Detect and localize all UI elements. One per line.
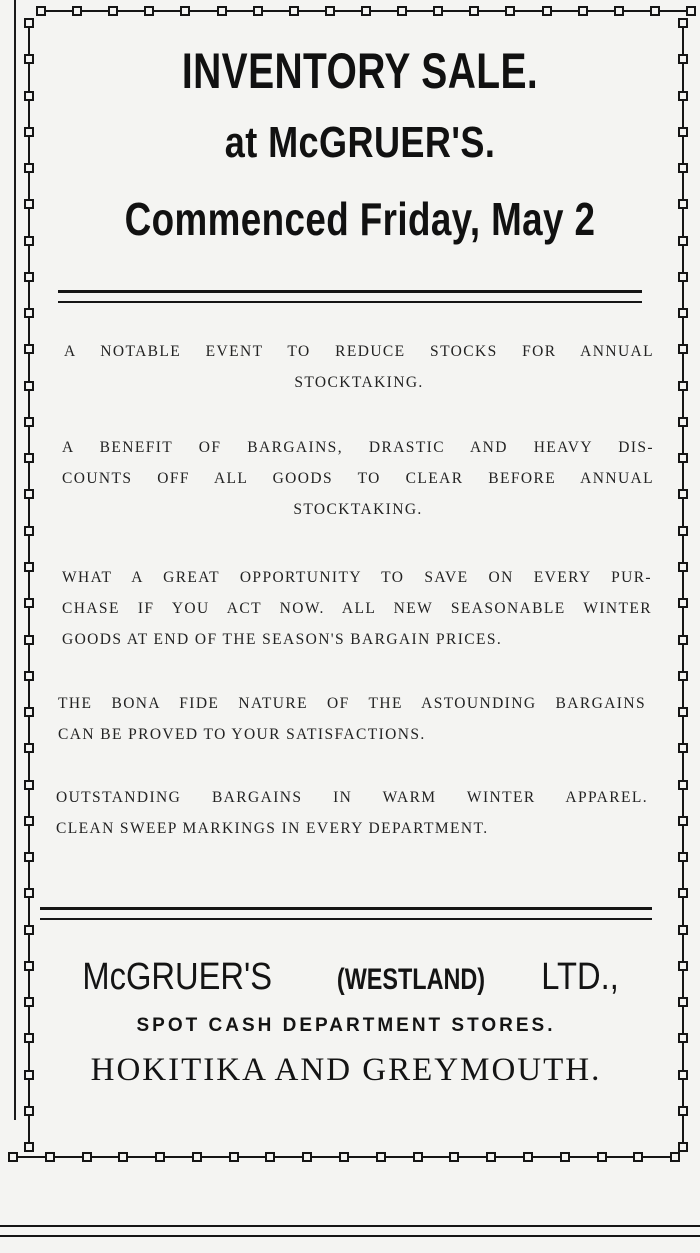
headline-date: Commenced Friday, May 2 — [124, 193, 596, 245]
chain-bar — [496, 1156, 523, 1158]
chain-bar — [643, 1156, 670, 1158]
chain-bar — [263, 10, 289, 12]
chain-link — [650, 6, 660, 16]
chain-link — [678, 1142, 688, 1152]
chain-bar — [371, 10, 397, 12]
chain-bar — [28, 572, 30, 598]
chain-link — [678, 526, 688, 536]
chain-bar — [28, 209, 30, 235]
chain-link — [678, 743, 688, 753]
chain-bar — [46, 10, 72, 12]
paragraph-line: WHAT A GREAT OPPORTUNITY TO SAVE ON EVERY PUR- — [62, 569, 652, 586]
chain-bar — [275, 1156, 302, 1158]
chain-bar — [682, 499, 684, 525]
company-name — [40, 956, 652, 999]
company-name-suffix: LTD., — [541, 956, 619, 998]
chain-bar — [682, 318, 684, 344]
chain-bar — [55, 1156, 82, 1158]
chain-link — [678, 925, 688, 935]
chain-link — [678, 236, 688, 246]
chain-link — [505, 6, 515, 16]
chain-link — [678, 18, 688, 28]
divider-rule — [58, 290, 642, 303]
chain-bar — [682, 536, 684, 562]
chain-bar — [28, 536, 30, 562]
chain-bar — [682, 28, 684, 54]
chain-link — [24, 635, 34, 645]
paragraph-line: A NOTABLE EVENT TO REDUCE STOCKS FOR ANNUAL — [64, 343, 654, 360]
paragraph-line: A BENEFIT OF BARGAINS, DRASTIC AND HEAVY DIS- — [62, 439, 654, 456]
company-tagline: SPOT CASH DEPARTMENT STORES. — [136, 1015, 556, 1036]
chain-link — [24, 961, 34, 971]
chain-link — [24, 308, 34, 318]
chain-link — [486, 1152, 496, 1162]
chain-link — [24, 91, 34, 101]
chain-bar — [682, 1007, 684, 1033]
paragraph-benefit — [62, 432, 654, 525]
chain-bar — [28, 137, 30, 163]
chain-bar — [607, 1156, 634, 1158]
chain-link — [180, 6, 190, 16]
chain-link — [24, 417, 34, 427]
chain-link — [24, 997, 34, 1007]
chain-bar — [28, 753, 30, 779]
chain-link — [302, 1152, 312, 1162]
chain-bar — [190, 10, 216, 12]
chain-bar — [552, 10, 578, 12]
headline-title: INVENTORY SALE. — [181, 43, 539, 99]
chain-link — [45, 1152, 55, 1162]
chain-bar — [682, 137, 684, 163]
chain-bar — [682, 1116, 684, 1142]
page-bottom-rule — [0, 1225, 700, 1237]
chain-bar — [682, 354, 684, 380]
chain-bar — [165, 1156, 192, 1158]
chain-bar — [28, 1043, 30, 1069]
chain-link — [72, 6, 82, 16]
chain-bar — [28, 282, 30, 308]
chain-bar — [28, 318, 30, 344]
chain-link — [376, 1152, 386, 1162]
chain-link — [24, 598, 34, 608]
chain-link — [678, 852, 688, 862]
chain-link — [678, 816, 688, 826]
chain-link — [678, 453, 688, 463]
chain-link — [24, 888, 34, 898]
chain-link — [24, 816, 34, 826]
chain-bar — [515, 10, 541, 12]
chain-bar — [335, 10, 361, 12]
chain-link — [24, 127, 34, 137]
chain-bar — [682, 427, 684, 453]
chain-bar — [28, 1080, 30, 1106]
chain-bar — [28, 499, 30, 525]
chain-bar — [386, 1156, 413, 1158]
chain-link — [578, 6, 588, 16]
chain-link — [24, 381, 34, 391]
chain-bar — [28, 935, 30, 961]
paragraph-line: STOCKTAKING. — [294, 374, 424, 391]
chain-bar — [682, 645, 684, 671]
chain-link — [523, 1152, 533, 1162]
chain-link — [155, 1152, 165, 1162]
company-name-region: (WESTLAND) — [337, 963, 486, 996]
chain-link — [24, 526, 34, 536]
store-locations: HOKITIKA AND GREYMOUTH. — [90, 1052, 602, 1088]
chain-bar — [312, 1156, 339, 1158]
chain-bar — [28, 64, 30, 90]
chain-bar — [154, 10, 180, 12]
chain-bar — [682, 246, 684, 272]
chain-link — [265, 1152, 275, 1162]
chain-link — [24, 671, 34, 681]
chain-link — [24, 1106, 34, 1116]
chain-link — [229, 1152, 239, 1162]
chain-bar — [299, 10, 325, 12]
chain-bar — [28, 463, 30, 489]
chain-bar — [18, 1156, 45, 1158]
chain-border-right — [676, 18, 690, 1152]
chain-link — [24, 344, 34, 354]
paragraph-line: COUNTS OFF ALL GOODS TO CLEAR BEFORE ANNUAL — [62, 470, 654, 487]
chain-link — [24, 925, 34, 935]
chain-bar — [28, 790, 30, 816]
chain-bar — [682, 1080, 684, 1106]
chain-link — [24, 562, 34, 572]
chain-link — [24, 1033, 34, 1043]
chain-bar — [624, 10, 650, 12]
chain-bar — [682, 572, 684, 598]
chain-link — [82, 1152, 92, 1162]
chain-link — [678, 272, 688, 282]
chain-link — [678, 344, 688, 354]
paragraph-line: GOODS AT END OF THE SEASON'S BARGAIN PRICES. — [62, 631, 503, 648]
chain-bar — [682, 826, 684, 852]
chain-bar — [682, 101, 684, 127]
chain-link — [397, 6, 407, 16]
chain-border-left — [22, 18, 36, 1152]
chain-link — [678, 91, 688, 101]
chain-link — [24, 453, 34, 463]
chain-bar — [82, 10, 108, 12]
chain-bar — [28, 1007, 30, 1033]
chain-link — [325, 6, 335, 16]
paragraph-line: CHASE IF YOU ACT NOW. ALL NEW SEASONABLE WINTER — [62, 600, 652, 617]
column-rule — [14, 0, 16, 1120]
chain-link — [24, 707, 34, 717]
chain-link — [361, 6, 371, 16]
chain-bar — [533, 1156, 560, 1158]
headline-store: at McGRUER'S. — [224, 118, 496, 167]
chain-link — [542, 6, 552, 16]
chain-link — [678, 417, 688, 427]
chain-link — [678, 54, 688, 64]
chain-link — [560, 1152, 570, 1162]
chain-bar — [423, 1156, 450, 1158]
chain-link — [24, 852, 34, 862]
chain-bar — [682, 1043, 684, 1069]
chain-bar — [682, 391, 684, 417]
chain-link — [633, 1152, 643, 1162]
chain-bar — [28, 427, 30, 453]
chain-link — [24, 163, 34, 173]
chain-bar — [682, 935, 684, 961]
chain-bar — [28, 971, 30, 997]
chain-link — [678, 308, 688, 318]
paragraph-line: CAN BE PROVED TO YOUR SATISFACTIONS. — [58, 726, 426, 743]
chain-link — [24, 236, 34, 246]
chain-bar — [28, 173, 30, 199]
chain-bar — [682, 753, 684, 779]
chain-bar — [28, 28, 30, 54]
chain-link — [678, 562, 688, 572]
chain-link — [678, 707, 688, 717]
chain-link — [24, 54, 34, 64]
chain-link — [24, 780, 34, 790]
chain-link — [597, 1152, 607, 1162]
chain-bar — [28, 608, 30, 634]
chain-bar — [443, 10, 469, 12]
chain-bar — [28, 645, 30, 671]
chain-bar — [227, 10, 253, 12]
chain-bar — [682, 717, 684, 743]
chain-bar — [28, 826, 30, 852]
chain-bar — [28, 246, 30, 272]
chain-link — [678, 381, 688, 391]
chain-bar — [682, 463, 684, 489]
paragraph-bona-fide — [58, 688, 646, 750]
chain-bar — [682, 790, 684, 816]
chain-bar — [118, 10, 144, 12]
chain-bar — [682, 971, 684, 997]
chain-border-bottom — [8, 1150, 680, 1164]
chain-link — [686, 6, 696, 16]
chain-link — [678, 635, 688, 645]
chain-link — [678, 1106, 688, 1116]
chain-link — [24, 199, 34, 209]
chain-bar — [570, 1156, 597, 1158]
chain-link — [678, 961, 688, 971]
chain-bar — [588, 10, 614, 12]
chain-bar — [28, 1116, 30, 1142]
chain-link — [469, 6, 479, 16]
paragraph-line: STOCKTAKING. — [293, 501, 423, 518]
chain-link — [108, 6, 118, 16]
chain-link — [678, 780, 688, 790]
chain-link — [678, 888, 688, 898]
divider-rule — [40, 907, 652, 920]
chain-link — [24, 743, 34, 753]
chain-link — [118, 1152, 128, 1162]
chain-bar — [28, 862, 30, 888]
chain-link — [678, 671, 688, 681]
chain-bar — [682, 898, 684, 924]
chain-bar — [92, 1156, 119, 1158]
chain-link — [217, 6, 227, 16]
chain-bar — [682, 173, 684, 199]
company-name-main: McGRUER'S — [82, 956, 273, 998]
chain-link — [24, 18, 34, 28]
chain-link — [678, 489, 688, 499]
chain-bar — [660, 10, 686, 12]
chain-bar — [682, 282, 684, 308]
chain-link — [36, 6, 46, 16]
chain-bar — [349, 1156, 376, 1158]
chain-link — [678, 598, 688, 608]
chain-link — [24, 272, 34, 282]
chain-link — [678, 127, 688, 137]
chain-bar — [28, 898, 30, 924]
chain-link — [678, 199, 688, 209]
chain-bar — [682, 64, 684, 90]
chain-link — [678, 163, 688, 173]
chain-bar — [682, 862, 684, 888]
chain-link — [678, 1033, 688, 1043]
chain-bar — [28, 681, 30, 707]
paragraph-line: OUTSTANDING BARGAINS IN WARM WINTER APPAREL. — [56, 789, 648, 806]
chain-link — [614, 6, 624, 16]
chain-bar — [28, 101, 30, 127]
chain-bar — [459, 1156, 486, 1158]
paragraph-line: THE BONA FIDE NATURE OF THE ASTOUNDING BARGAINS — [58, 695, 646, 712]
chain-bar — [239, 1156, 266, 1158]
chain-link — [144, 6, 154, 16]
chain-link — [413, 1152, 423, 1162]
chain-bar — [28, 717, 30, 743]
paragraph-opportunity — [62, 562, 652, 655]
chain-bar — [682, 608, 684, 634]
chain-link — [24, 1142, 34, 1152]
paragraph-notable-event — [64, 336, 654, 398]
chain-border-top — [36, 4, 696, 18]
chain-link — [433, 6, 443, 16]
chain-link — [192, 1152, 202, 1162]
paragraph-line: CLEAN SWEEP MARKINGS IN EVERY DEPARTMENT. — [56, 820, 489, 837]
chain-bar — [407, 10, 433, 12]
chain-bar — [28, 354, 30, 380]
chain-link — [8, 1152, 18, 1162]
chain-link — [24, 489, 34, 499]
chain-link — [670, 1152, 680, 1162]
chain-bar — [202, 1156, 229, 1158]
chain-bar — [479, 10, 505, 12]
paragraph-outstanding — [56, 782, 648, 844]
chain-link — [289, 6, 299, 16]
chain-bar — [128, 1156, 155, 1158]
chain-link — [678, 1070, 688, 1080]
chain-bar — [28, 391, 30, 417]
chain-link — [24, 1070, 34, 1080]
chain-link — [449, 1152, 459, 1162]
chain-bar — [682, 681, 684, 707]
chain-bar — [682, 209, 684, 235]
chain-link — [678, 997, 688, 1007]
chain-link — [253, 6, 263, 16]
chain-link — [339, 1152, 349, 1162]
